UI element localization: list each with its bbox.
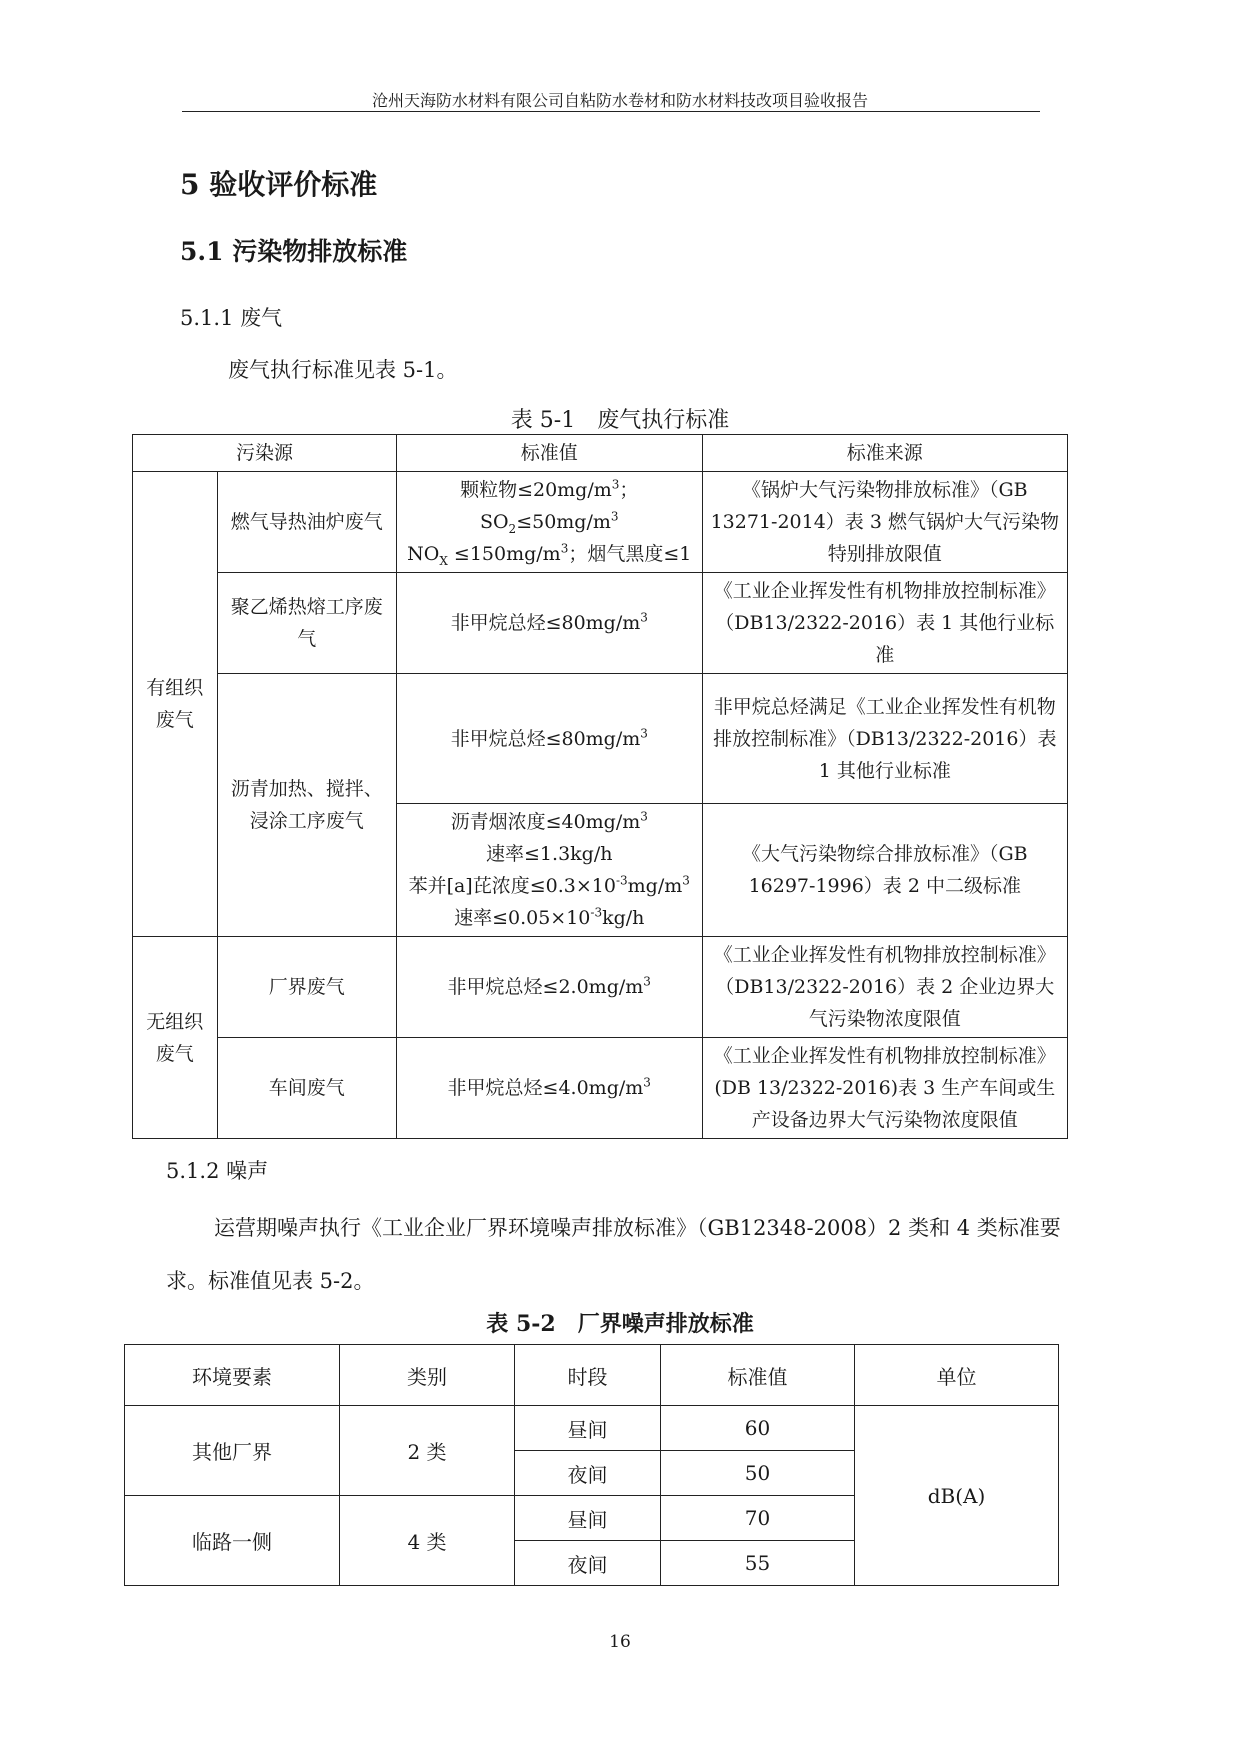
standard-cell: 《大气污染物综合排放标准》（GB 16297-1996）表 2 中二级标准	[702, 804, 1067, 937]
value-cell	[396, 1038, 702, 1139]
superscript: 3	[643, 1075, 651, 1090]
period-cell: 夜间	[515, 1541, 661, 1586]
value-text: 速率≤1.3kg/h	[486, 843, 613, 865]
value-text: 非甲烷总烃≤4.0mg/m	[447, 1077, 644, 1099]
value-text: 非甲烷总烃≤2.0mg/m	[447, 976, 644, 998]
element-cell: 临路一侧	[125, 1496, 340, 1586]
header-cell: 单位	[855, 1345, 1059, 1406]
table-header-row	[125, 1345, 1059, 1406]
section-heading: 5.1 污染物排放标准	[180, 237, 408, 266]
unit-cell: dB(A)	[855, 1406, 1059, 1586]
header-cell: 环境要素	[125, 1345, 340, 1406]
superscript: 3	[640, 610, 648, 625]
table-row	[125, 1406, 1059, 1451]
superscript: -3	[615, 873, 628, 888]
limit-cell: 55	[661, 1541, 855, 1586]
limit-cell: 70	[661, 1496, 855, 1541]
class-cell: 2 类	[340, 1406, 515, 1496]
value-text: ；SO	[479, 479, 639, 533]
value-text: NO	[407, 543, 440, 565]
header-cell: 时段	[515, 1345, 661, 1406]
superscript: 3	[640, 726, 648, 741]
element-cell: 其他厂界	[125, 1406, 340, 1496]
header-cell: 标准值	[396, 435, 702, 472]
superscript: 3	[560, 541, 569, 556]
superscript: 3	[682, 873, 690, 888]
value-cell	[396, 674, 702, 804]
value-text: 苯并[a]芘浓度≤0.3×10	[408, 875, 616, 897]
standard-cell: 《锅炉大气污染物排放标准》（GB 13271-2014）表 3 燃气锅炉大气污染物特别排放限值	[702, 472, 1067, 573]
chapter-heading: 5 验收评价标准	[180, 168, 378, 201]
value-text: ≤150mg/m	[447, 543, 561, 565]
table-row	[133, 573, 1068, 674]
value-text: ≤50mg/m	[516, 511, 611, 533]
limit-cell: 50	[661, 1451, 855, 1496]
superscript: 3	[610, 509, 619, 524]
header-cell: 标准来源	[702, 435, 1067, 472]
value-text: mg/m	[627, 875, 683, 897]
period-cell: 昼间	[515, 1496, 661, 1541]
group-cell-organized: 有组织废气	[133, 472, 218, 937]
superscript: 3	[643, 974, 651, 989]
header-rule	[182, 111, 1040, 112]
value-text: ；烟气黑度≤1	[568, 543, 692, 565]
value-cell	[396, 573, 702, 674]
header-cell: 标准值	[661, 1345, 855, 1406]
standard-cell: 《工业企业挥发性有机物排放控制标准》(DB 13/2322-2016)表 3 生产车间或生产设备边界大气污染物浓度限值	[702, 1038, 1067, 1139]
period-cell: 昼间	[515, 1406, 661, 1451]
source-cell: 聚乙烯热熔工序废气	[217, 573, 396, 674]
subscript: 2	[508, 521, 517, 536]
value-text: kg/h	[602, 907, 645, 929]
table-row	[133, 1038, 1068, 1139]
superscript: 3	[640, 809, 648, 824]
source-cell: 车间废气	[217, 1038, 396, 1139]
exhaust-paragraph: 废气执行标准见表 5-1。	[228, 358, 458, 382]
table-row	[133, 937, 1068, 1038]
table1-caption: 表 5-1 废气执行标准	[510, 408, 730, 433]
source-cell: 厂界废气	[217, 937, 396, 1038]
running-header: 沧州天海防水材料有限公司自粘防水卷材和防水材料技改项目验收报告	[371, 91, 868, 110]
page-number: 16	[609, 1632, 631, 1652]
value-cell	[396, 472, 702, 573]
superscript: 3	[611, 477, 620, 492]
subscript: X	[439, 553, 448, 568]
standard-cell: 《工业企业挥发性有机物排放控制标准》（DB13/2322-2016）表 1 其他行业标准	[702, 573, 1067, 674]
exhaust-standards-table	[132, 434, 1068, 1139]
limit-cell: 60	[661, 1406, 855, 1451]
table2-caption: 表 5-2 厂界噪声排放标准	[486, 1311, 754, 1337]
subsection-heading-noise: 5.1.2 噪声	[166, 1159, 269, 1183]
period-cell: 夜间	[515, 1451, 661, 1496]
value-cell	[396, 804, 702, 937]
value-cell	[396, 937, 702, 1038]
header-cell: 污染源	[133, 435, 397, 472]
subsection-heading-exhaust: 5.1.1 废气	[180, 306, 283, 330]
source-cell: 燃气导热油炉废气	[217, 472, 396, 573]
table-header-row	[133, 435, 1068, 472]
table-row	[133, 674, 1068, 804]
header-cell: 类别	[340, 1345, 515, 1406]
class-cell: 4 类	[340, 1496, 515, 1586]
table-row	[133, 472, 1068, 573]
value-text: 非甲烷总烃≤80mg/m	[450, 612, 641, 634]
value-text: 沥青烟浓度≤40mg/m	[450, 811, 641, 833]
superscript: -3	[590, 905, 603, 920]
group-cell-unorganized: 无组织废气	[133, 937, 218, 1139]
value-text: 颗粒物≤20mg/m	[460, 479, 612, 501]
source-cell: 沥青加热、搅拌、浸涂工序废气	[217, 674, 396, 937]
value-text: 速率≤0.05×10	[454, 907, 591, 929]
standard-cell: 非甲烷总烃满足《工业企业挥发性有机物排放控制标准》（DB13/2322-2016）表 1 其他行业标准	[702, 674, 1067, 804]
value-text: 非甲烷总烃≤80mg/m	[450, 727, 641, 750]
noise-paragraph: 运营期噪声执行《工业企业厂界环境噪声排放标准》（GB12348-2008）2 类和 4 类标准要求。标准值见表 5-2。	[166, 1216, 1061, 1293]
noise-standards-table	[124, 1344, 1059, 1586]
standard-cell: 《工业企业挥发性有机物排放控制标准》（DB13/2322-2016）表 2 企业边界大气污染物浓度限值	[702, 937, 1067, 1038]
